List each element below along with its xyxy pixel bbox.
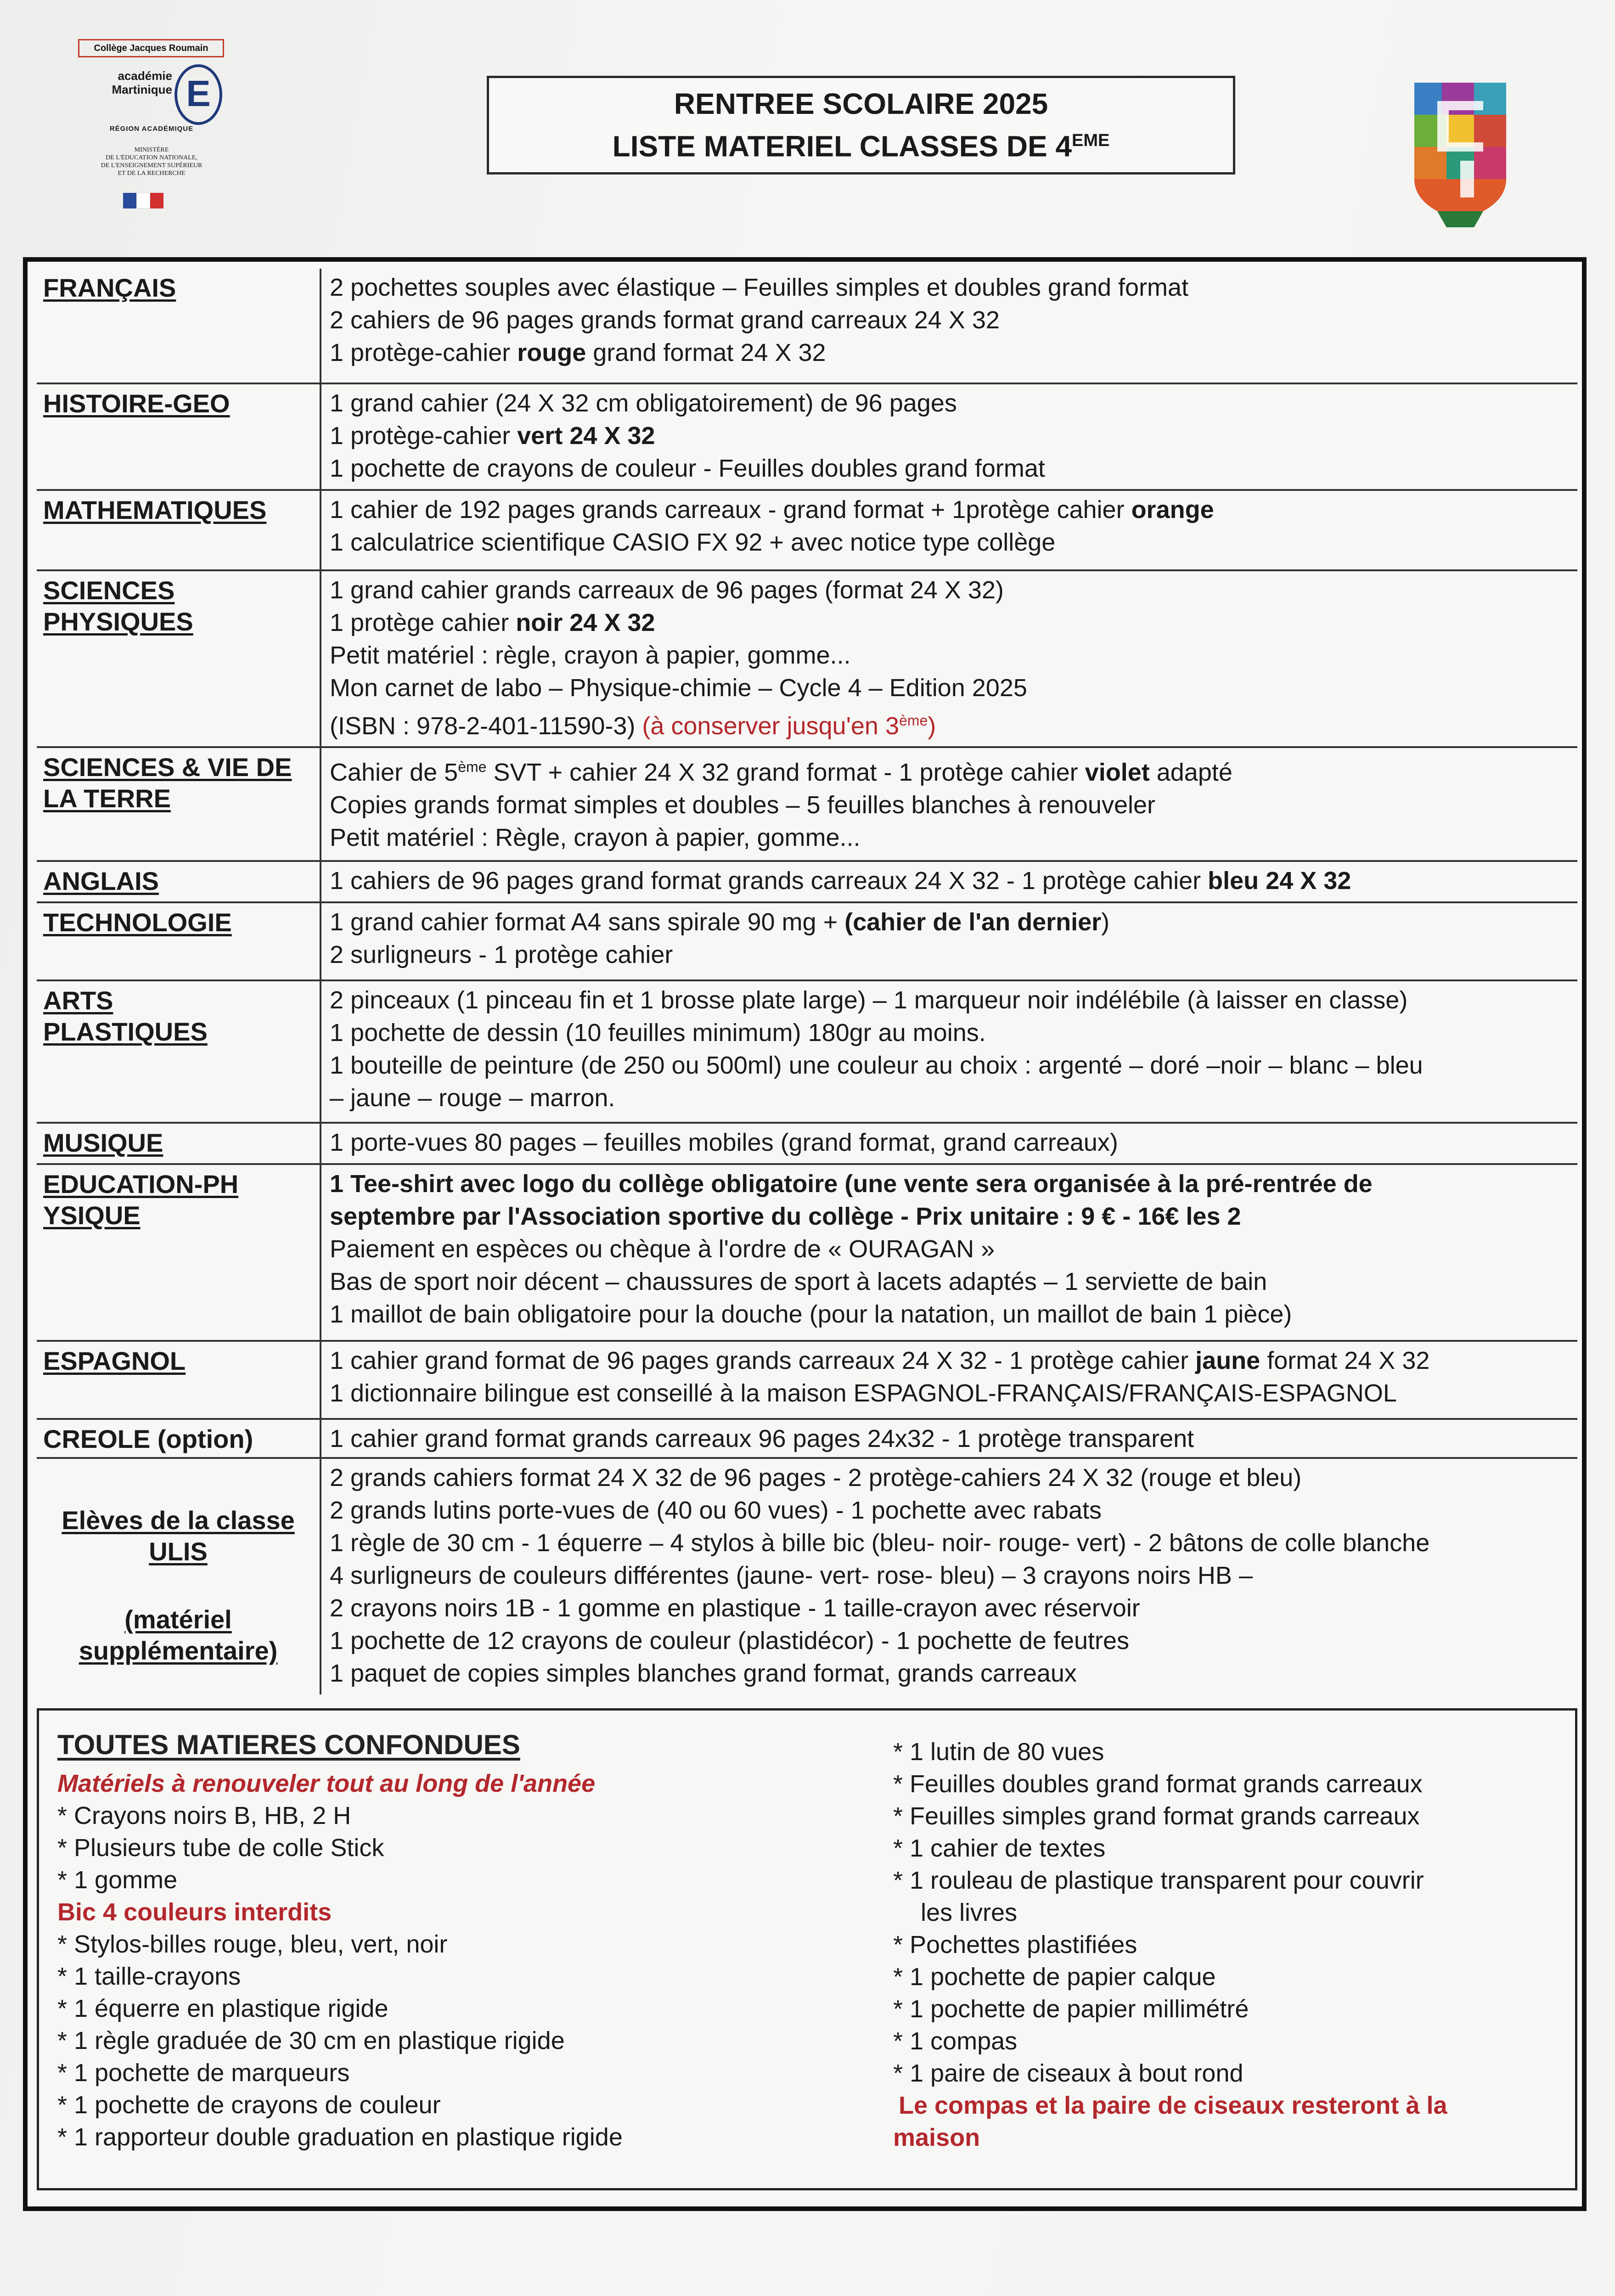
scissors-warning-line: maison [893,2124,980,2151]
table-row-espagnol [37,1340,1577,1418]
renew-heading: Matériels à renouveler tout au long de l'année [57,1770,596,1797]
content-line: Copies grands format simples et doubles – 5 feuilles blanches à renouveler [330,791,1156,819]
title-line-2-text: LISTE MATERIEL CLASSES DE 4 [612,129,1072,163]
content-line: 2 surligneurs - 1 protège cahier [330,941,673,968]
subject-label: MATHEMATIQUES [37,491,321,569]
content-line: 1 protège cahier noir 24 X 32 [330,609,655,636]
content-line: septembre par l'Association sportive du collège - Prix unitaire : 9 € - 16€ les 2 [330,1203,1241,1230]
content-line: 1 maillot de bain obligatoire pour la douche (pour la natation, un maillot de bain 1 pièce) [330,1300,1292,1328]
table-row-francais [37,269,1577,383]
list-item: * Pochettes plastifiées [893,1931,1137,1958]
table-row-technologie [37,901,1577,979]
content-line: 1 bouteille de peinture (de 250 ou 500ml) une couleur au choix : argenté – doré –noir – blanc – bleu [330,1052,1423,1079]
subject-label: HISTOIRE-GEO [37,384,321,489]
table-row-sciences-physiques [37,569,1577,746]
table-row-education-physique [37,1163,1577,1340]
content-line: 2 grands cahiers format 24 X 32 de 96 pages - 2 protège-cahiers 24 X 32 (rouge et bleu) [330,1464,1302,1491]
subject-label [37,1459,321,1700]
materials-table [23,257,1587,1704]
table-row-creole [37,1418,1577,1457]
content-line: – jaune – rouge – marron. [330,1084,615,1112]
content-line [330,704,1577,743]
content-line: Bas de sport noir décent – chaussures de sport à lacets adaptés – 1 serviette de bain [330,1268,1267,1295]
list-item: * 1 compas [893,2027,1018,2055]
list-item: * 1 paire de ciseaux à bout rond [893,2060,1244,2087]
scissors-warning-line: Le compas et la paire de ciseaux resteront à la [899,2092,1447,2119]
content-line: 1 dictionnaire bilingue est conseillé à la maison ESPAGNOL-FRANÇAIS/FRANÇAIS-ESPAGNOL [330,1379,1397,1407]
list-item: * 1 taille-crayons [57,1963,241,1990]
school-name-label: Collège Jacques Roumain [78,39,224,57]
page-title [487,76,1235,174]
list-item: * 1 rouleau de plastique transparent pour couvrir [893,1867,1424,1894]
college-colorful-logo-icon [1405,73,1515,230]
subject-label: TECHNOLOGIE [37,903,321,979]
content-line: 1 porte-vues 80 pages – feuilles mobiles (grand format, grand carreaux) [330,1129,1118,1156]
content-line: 4 surligneurs de couleurs différentes (jaune- vert- rose- bleu) – 3 crayons noirs HB – [330,1562,1253,1589]
table-row-musique [37,1122,1577,1163]
list-item: * 1 équerre en plastique rigide [57,1995,388,2022]
content-line: 1 grand cahier (24 X 32 cm obligatoirement) de 96 pages [330,389,957,417]
list-item: * 1 règle graduée de 30 cm en plastique rigide [57,2027,565,2054]
list-item: * Crayons noirs B, HB, 2 H [57,1802,351,1829]
content-line: 1 paquet de copies simples blanches grand format, grands carreaux [330,1660,1077,1687]
ministere-line: MINISTÈRE [134,146,169,153]
content-line: 1 Tee-shirt avec logo du collège obligatoire (une vente sera organisée à la pré-rentrée de [330,1170,1373,1198]
content-line: 1 règle de 30 cm - 1 équerre – 4 stylos à bille bic (bleu- noir- rouge- vert) - 2 bâtons de colle blanche [330,1529,1430,1557]
table-row-arts-plastiques [37,979,1577,1122]
ministere-line: ET DE LA RECHERCHE [118,170,186,177]
ministere-line: DE L'ENSEIGNEMENT SUPÉRIEUR [101,162,203,169]
general-left-column [57,1729,623,2153]
subject-label: CREOLE (option) [37,1420,321,1457]
content-line: 1 pochette de dessin (10 feuilles minimum) 180gr au moins. [330,1019,986,1047]
list-item: * 1 rapporteur double graduation en plastique rigide [57,2123,623,2151]
general-right-column [893,1736,1447,2154]
content-line: 1 cahier grand format grands carreaux 96 pages 24x32 - 1 protège transparent [330,1425,1194,1452]
table-row-histoire-geo [37,383,1577,489]
subject-label: FRANÇAIS [37,269,321,383]
subject-content [330,1459,1577,1690]
subject-label: ESPAGNOL [37,1342,321,1418]
list-item: * Plusieurs tube de colle Stick [57,1834,384,1862]
subject-content [330,384,1577,485]
subject-label: SCIENCES & VIE DE LA TERRE [37,748,321,860]
isbn-text: (ISBN : 978-2-401-11590-3) [330,712,636,740]
content-line: 1 pochette de 12 crayons de couleur (plastidécor) - 1 pochette de feutres [330,1627,1130,1654]
subject-content [330,571,1577,743]
subject-content [330,491,1577,559]
list-item: * 1 pochette de crayons de couleur [57,2091,441,2119]
content-line: Petit matériel : règle, crayon à papier, gomme... [330,642,851,669]
content-line: Petit matériel : Règle, crayon à papier, gomme... [330,824,861,851]
list-item: * 1 gomme [57,1866,178,1894]
title-line-2 [489,122,1233,164]
subject-content [330,1165,1577,1331]
content-line: 1 pochette de crayons de couleur - Feuilles doubles grand format [330,455,1045,482]
conserver-note: (à conserver jusqu'en 3ème) [642,712,936,740]
ulis-label: Elèves de la classe ULIS [62,1506,295,1566]
subject-content [330,1124,1577,1159]
content-line: 1 cahier grand format de 96 pages grands carreaux 24 X 32 - 1 protège cahier jaune format 24 X 32 [330,1347,1430,1374]
subject-label: ANGLAIS [37,862,321,901]
list-item: * 1 pochette de papier calque [893,1963,1216,1991]
general-materials-box [37,1708,1577,2190]
subject-content [330,981,1577,1114]
content-line: 2 cahiers de 96 pages grands format grand carreaux 24 X 32 [330,306,1000,334]
content-line: Mon carnet de labo – Physique-chimie – Cycle 4 – Edition 2025 [330,674,1027,702]
content-line: 2 pinceaux (1 pinceau fin et 1 brosse plate large) – 1 marqueur noir indélébile (à laisser en classe) [330,986,1408,1014]
subject-content [330,269,1577,369]
ministere-line: DE L'ÉDUCATION NATIONALE, [106,154,197,161]
list-item: * 1 pochette de papier millimétré [893,1995,1249,2023]
content-line: 1 calculatrice scientifique CASIO FX 92 + avec notice type collège [330,529,1056,556]
ministere-label [69,146,234,177]
subject-label: ARTS PLASTIQUES [37,981,321,1122]
content-line: 1 protège-cahier rouge grand format 24 X 32 [330,339,826,366]
ulis-sublabel: (matériel supplémentaire) [79,1605,278,1665]
academie-label [108,69,172,96]
subject-content [330,1420,1577,1455]
list-item: * Feuilles doubles grand format grands carreaux [893,1770,1423,1798]
region-label: RÉGION ACADÉMIQUE [109,125,194,133]
list-item: * 1 lutin de 80 vues [893,1738,1104,1766]
academie-line: Martinique [112,83,172,96]
content-line: 2 crayons noirs 1B - 1 gomme en plastique - 1 taille-crayon avec réservoir [330,1594,1140,1622]
table-row-ulis [37,1457,1577,1700]
general-materials-section [23,1694,1587,2211]
list-item: * 1 cahier de textes [893,1835,1106,1862]
content-line: 1 protège-cahier vert 24 X 32 [330,422,655,450]
title-superscript: EME [1072,131,1110,150]
table-row-svt [37,746,1577,860]
title-line-1: RENTREE SCOLAIRE 2025 [674,87,1048,120]
content-line: 2 grands lutins porte-vues de (40 ou 60 vues) - 1 pochette avec rabats [330,1497,1102,1524]
list-item: * Feuilles simples grand format grands carreaux [893,1802,1420,1830]
subject-label: SCIENCES PHYSIQUES [37,571,321,746]
subject-content [330,748,1577,854]
academie-line: académie [118,69,172,83]
academie-logo-icon: E [174,64,222,125]
list-item: les livres [893,1899,1018,1926]
subject-label: EDUCATION-PHYSIQUE [37,1165,321,1340]
content-line: 1 grand cahier format A4 sans spirale 90 mg + (cahier de l'an dernier) [330,908,1110,936]
content-line: 2 pochettes souples avec élastique – Feuilles simples et doubles grand format [330,274,1189,301]
list-item: * 1 pochette de marqueurs [57,2059,350,2087]
republique-flag-icon [123,193,163,208]
list-item: * Stylos-billes rouge, bleu, vert, noir [57,1930,448,1958]
general-heading: TOUTES MATIERES CONFONDUES [57,1729,520,1760]
subject-content [330,1342,1577,1410]
bic-warning-heading: Bic 4 couleurs interdits [57,1898,332,1926]
content-line: Paiement en espèces ou chèque à l'ordre de « OURAGAN » [330,1235,995,1263]
table-row-anglais [37,860,1577,901]
subject-content [330,862,1577,897]
subject-content [330,903,1577,971]
subject-label: MUSIQUE [37,1124,321,1163]
content-line: 1 cahier de 192 pages grands carreaux - grand format + 1protège cahier orange [330,496,1214,523]
table-row-mathematiques [37,489,1577,569]
content-line: 1 cahiers de 96 pages grand format grands carreaux 24 X 32 - 1 protège cahier bleu 24 X 32 [330,867,1351,895]
content-line: 1 grand cahier grands carreaux de 96 pages (format 24 X 32) [330,576,1004,604]
content-line: Cahier de 5ème SVT + cahier 24 X 32 grand format - 1 protège cahier violet adapté [330,759,1232,786]
